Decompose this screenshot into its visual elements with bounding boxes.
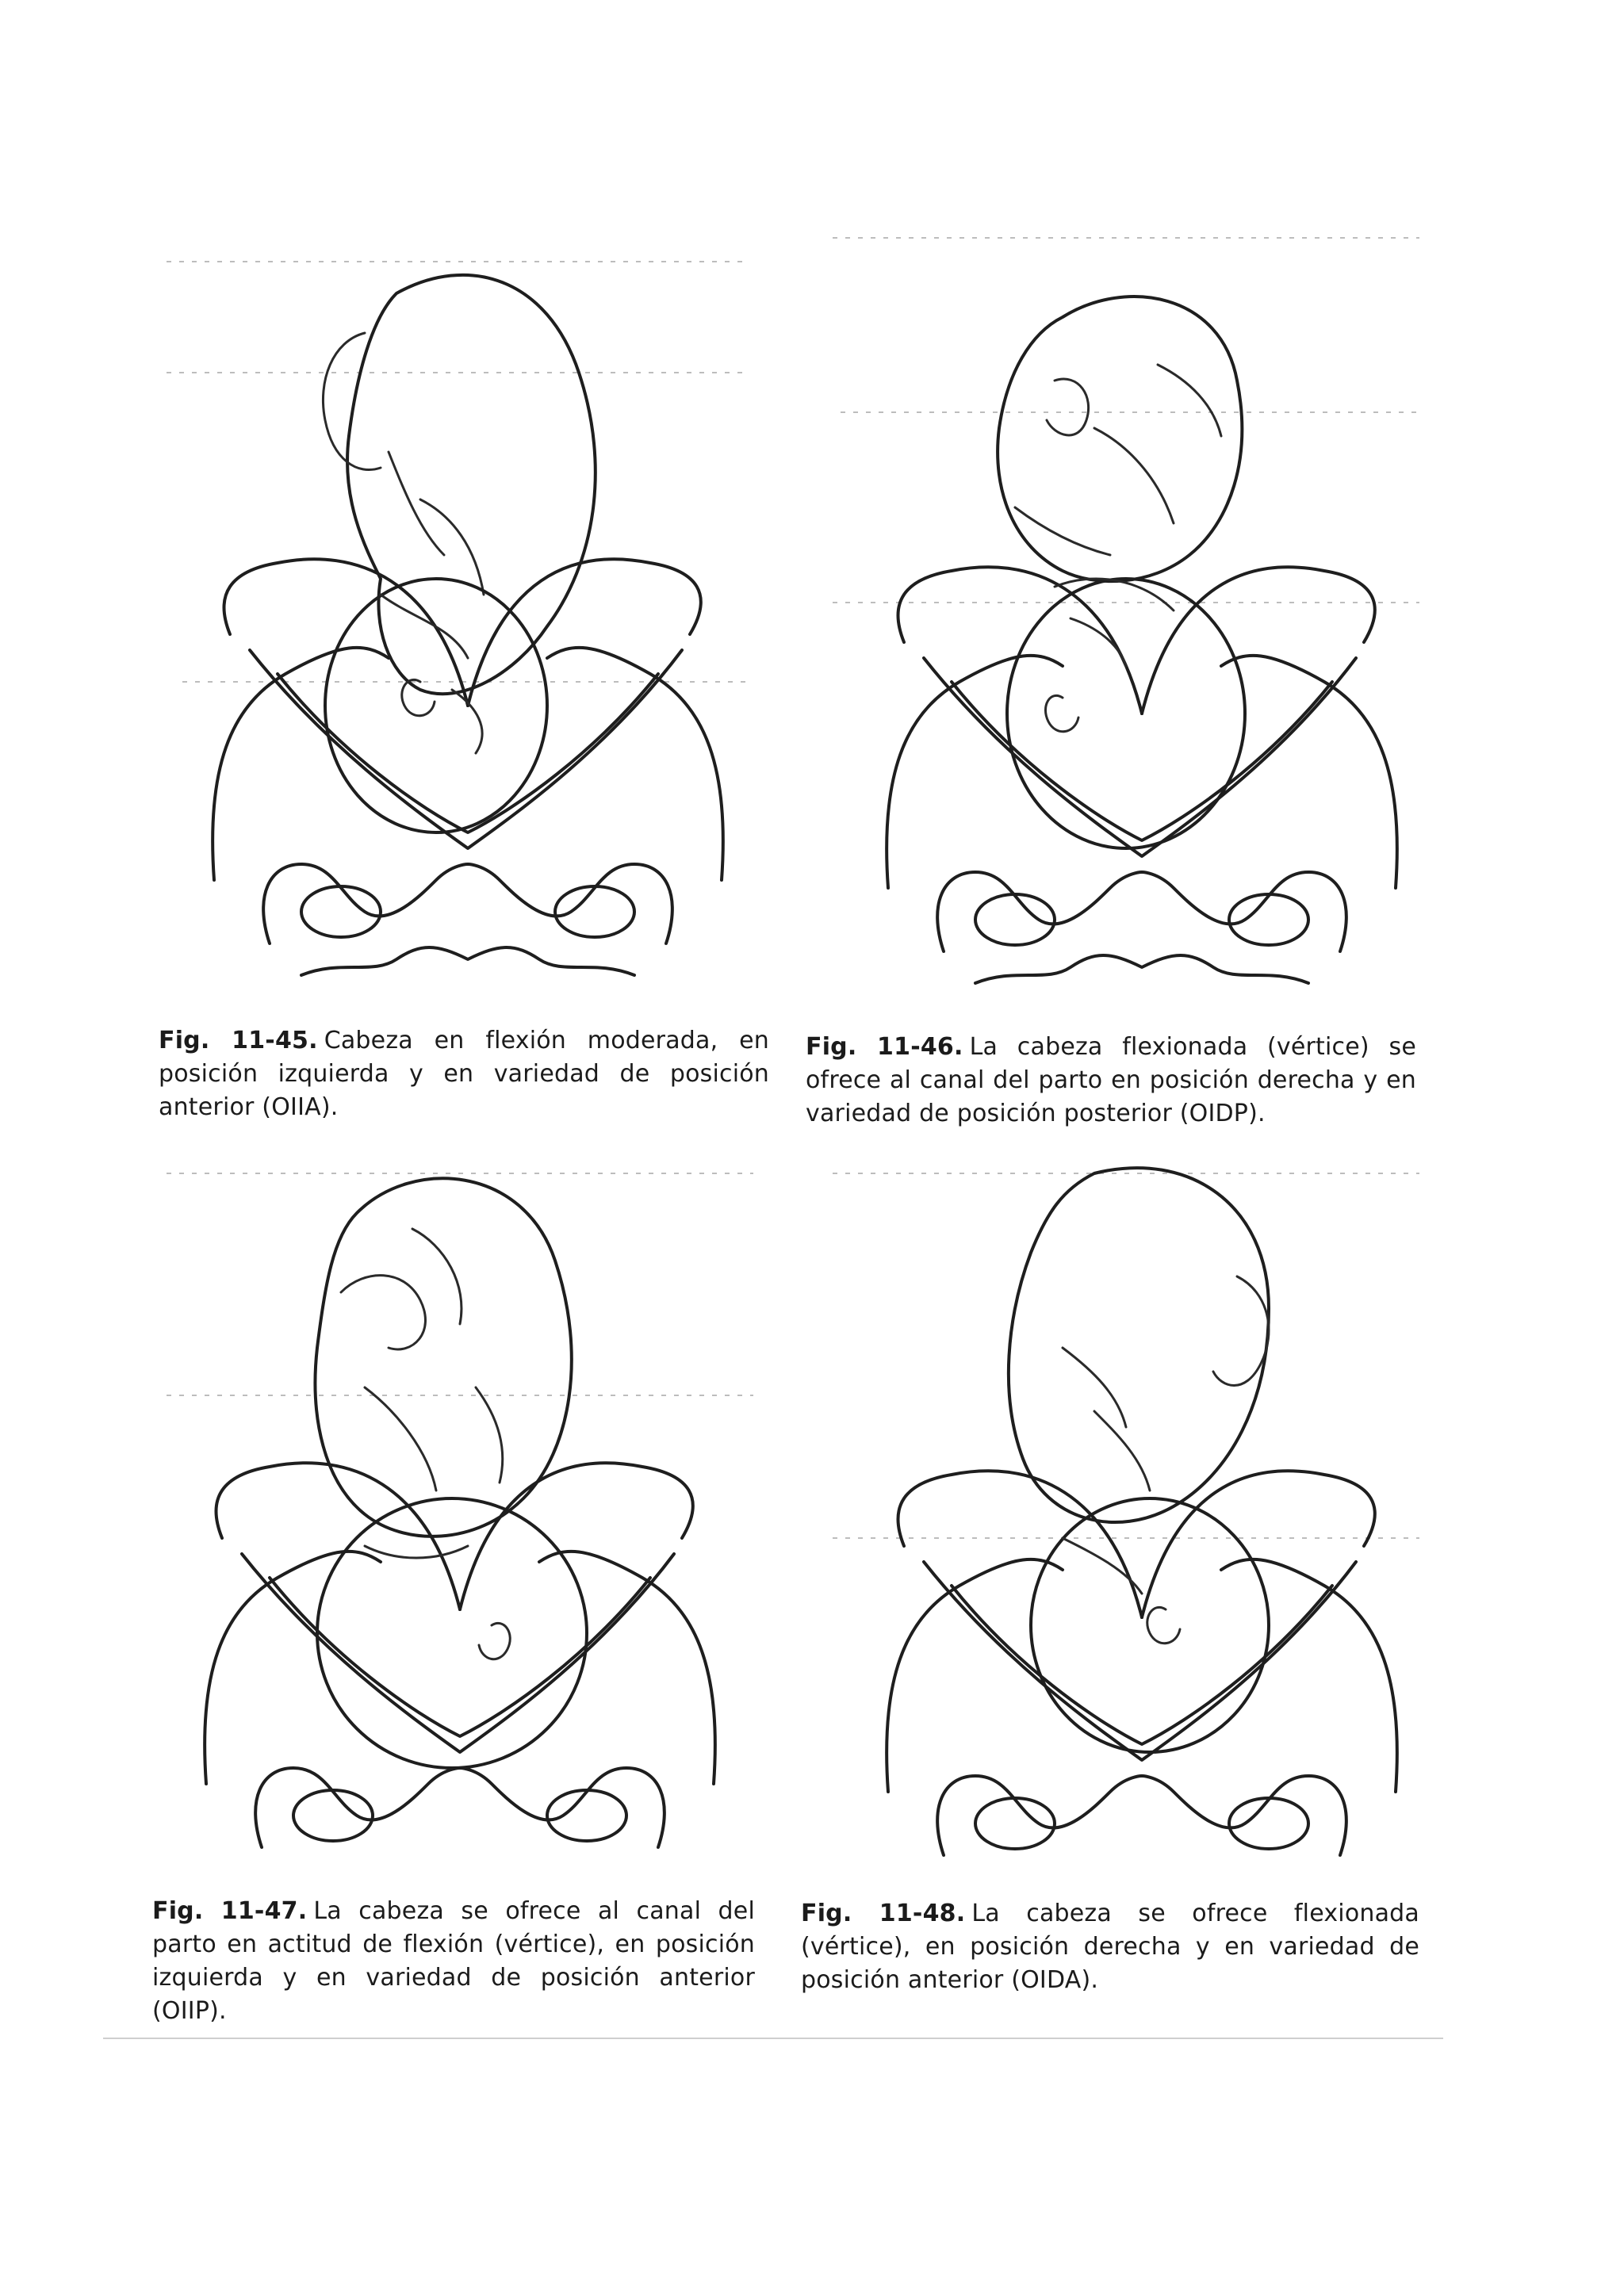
figure-11-45-illustration [182,262,753,991]
figure-11-47-label: Fig. 11-47. [152,1897,308,1925]
figure-11-45-caption [159,1024,769,1124]
figure-11-46-label: Fig. 11-46. [806,1033,963,1061]
figure-11-46-caption [806,1031,1416,1131]
figure-11-47-illustration [174,1150,745,1879]
figure-11-46-text: La cabeza flexionada (vértice) se ofrece al canal del parto en posición derecha y en variedad de posición posterior (OIDP). [806,1033,1416,1127]
figure-11-48-text: La cabeza se ofrece flexionada (vértice), en posición derecha y en variedad de posición anterior (OIDA). [801,1900,1419,1994]
figure-11-48-label: Fig. 11-48. [801,1900,966,1927]
figure-11-45-label: Fig. 11-45. [159,1027,318,1054]
figure-11-46-illustration [856,270,1427,999]
figure-11-48-illustration [856,1158,1427,1887]
page-bottom-rule [103,2038,1443,2039]
figure-11-48-caption [801,1897,1419,1997]
figure-11-45-text: Cabeza en flexión moderada, en posición izquierda y en variedad de posición anterior (OIIA). [159,1027,770,1121]
figure-11-47-text: La cabeza se ofrece al canal del parto en actitud de flexión (vértice), en posición izquierda y en variedad de posición anterior (OIIP). [152,1897,755,2025]
figure-11-47-caption [152,1895,755,2028]
